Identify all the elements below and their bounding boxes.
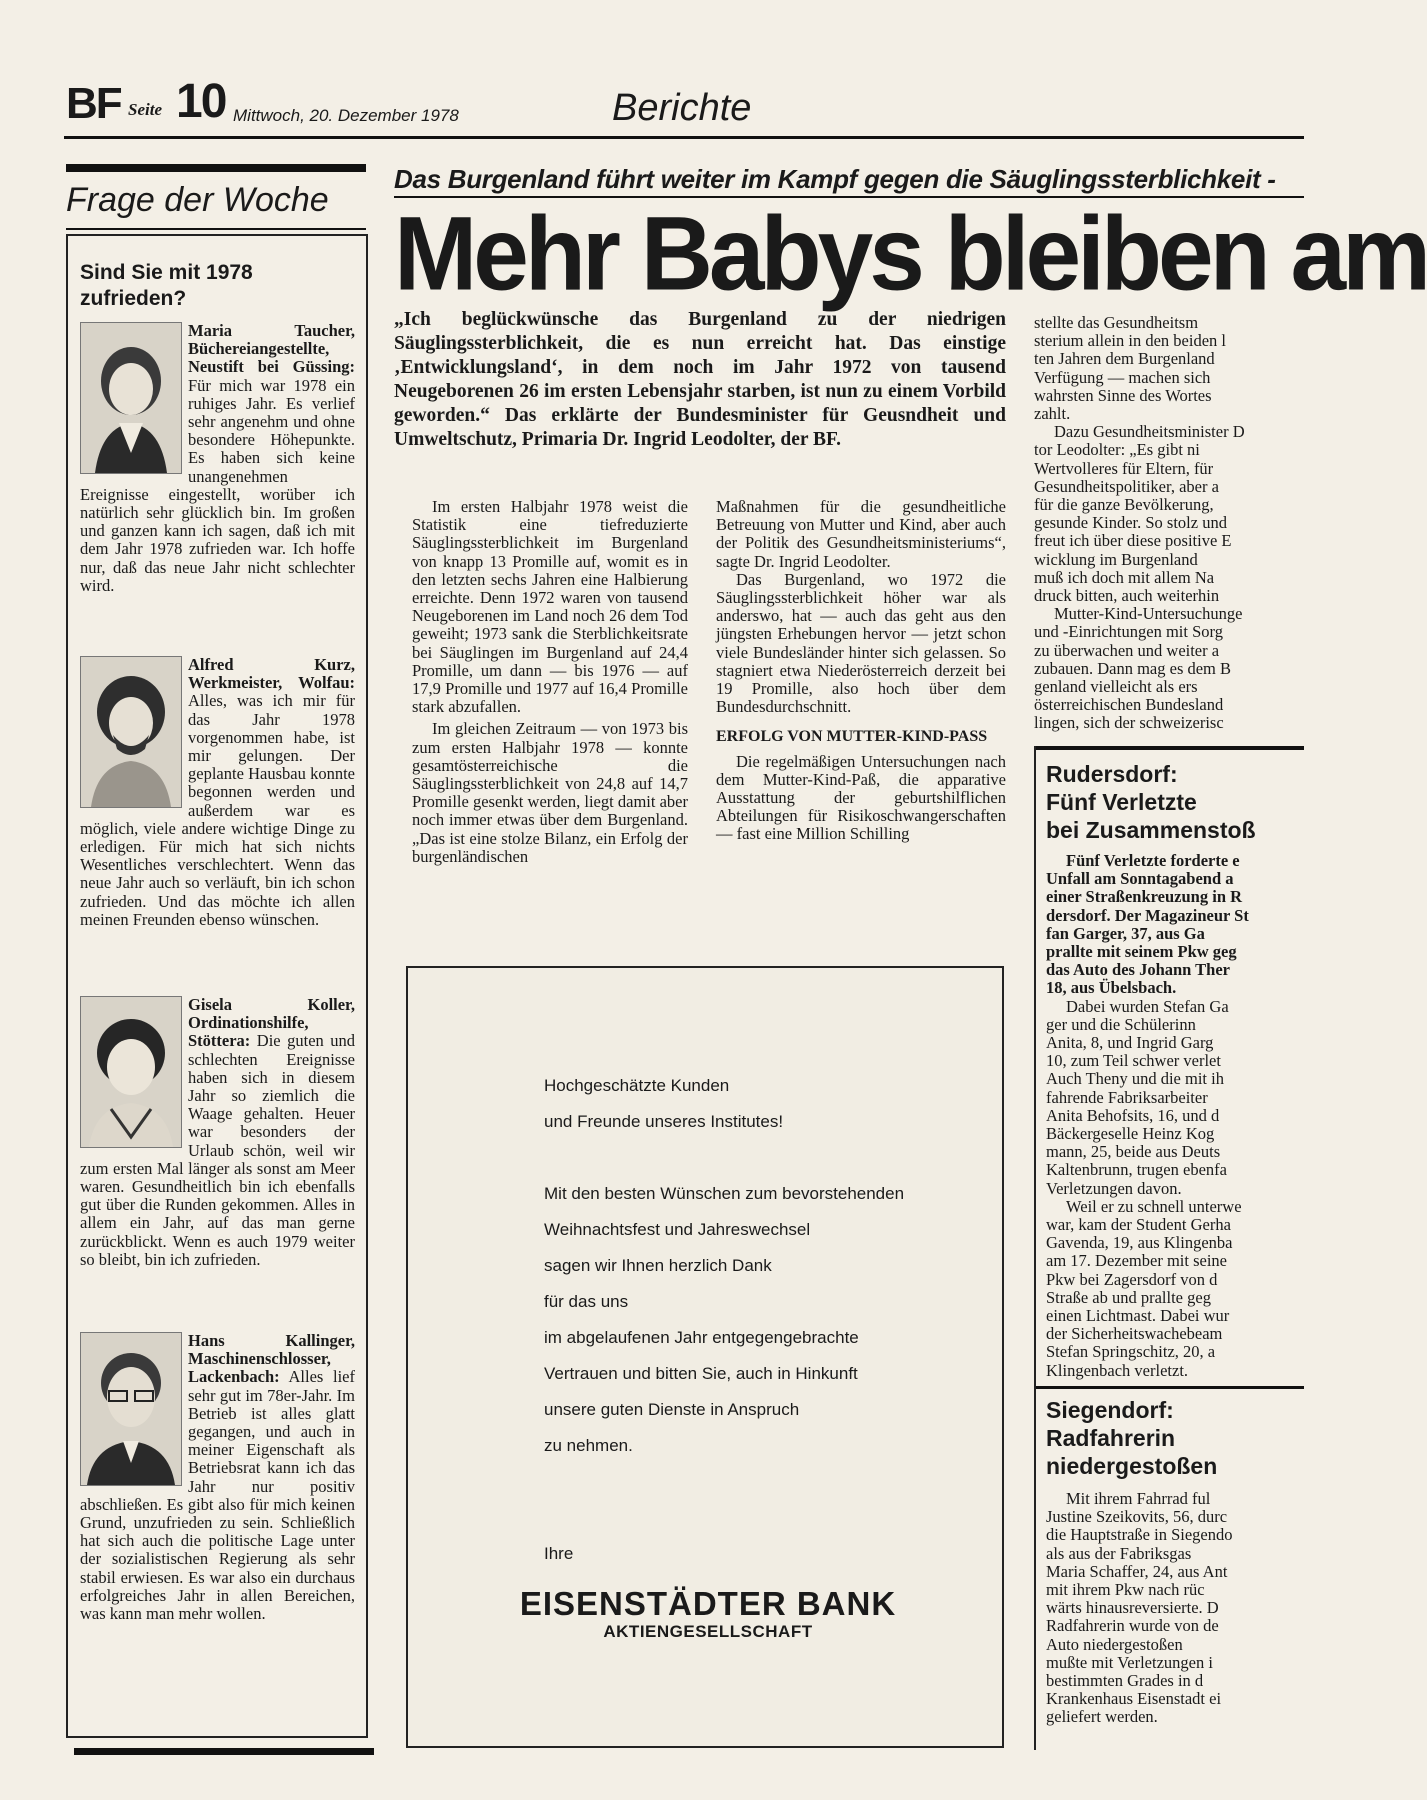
entry-role: Werkmeister, Wolfau: [188,673,355,693]
masthead-date: Mittwoch, 20. Dezember 1978 [233,106,459,125]
news-separator-rule [1036,1386,1304,1389]
article-kicker: Das Burgenland führt weiter im Kampf gegen die Säuglingssterblichkeit - [394,164,1276,194]
news-line: Gavenda, 19, aus Klingenba [1046,1233,1233,1253]
article-col-3 [1034,314,1304,733]
news-headline: Rudersdorf: [1046,761,1178,787]
article-line: muß ich doch mit allem Na [1034,567,1215,587]
news-line: Straße ab und prallte geg [1046,1287,1211,1307]
article-line: Wertvolleres für Eltern, für [1034,458,1214,478]
article-line: lingen, sich der schweizerisc [1034,713,1224,733]
article-line: zu überwachen und weiter a [1034,640,1220,660]
news-line: fan Garger, 37, aus Ga [1046,923,1205,943]
news-line: Maria Schaffer, 24, aus Ant [1046,1561,1228,1581]
entry-text: Für mich war 1978 ein ruhiges Jahr. Es verlief sehr angenehm und ohne besondere Höhepunkte. Es haben sich keine unangenehmen Ereignisse eingestellt, worüber ich natürlich sehr glücklich bin. Im großen und ganzen kann ich sagen, daß ich mit dem Jahr 1978 zufrieden war. Ich hoffe nur, daß das neue Jahr nicht schlechter wird. [80,375,355,595]
entry-role: Ordinationshilfe, Stöttera: [188,1013,309,1051]
news-line: bestimmten Grades in d [1046,1671,1204,1691]
news-siegendorf [1046,1396,1304,1727]
news-line: Kaltenbrunn, trugen ebenfa [1046,1160,1227,1180]
news-line: prallte mit seinem Pkw geg [1046,942,1237,962]
article-paragraph: Das Burgenland, wo 1972 die Säuglingssterblichkeit höher war als anderswo, hat — auch das geht aus den jüngsten Erhebungen hervor — jetzt schon viele Bundesländer hinter sich gelassen. So stagniert etwa Niederösterreich derzeit bei 19 Promille, also hoch über dem Bundesdurchschnitt. [716,569,1006,717]
article-line: Verfügung — machen sich [1034,367,1211,387]
news-line: mann, 25, beide aus Deuts [1046,1142,1221,1162]
article-line: österreichischen Bundesland [1034,695,1224,715]
masthead-seite-label: Seite [128,100,162,119]
entry-name: Gisela Koller, [188,995,355,1014]
sidebar-bottom-rule [74,1748,374,1755]
news-line: Anita Behofsits, 16, und d [1046,1105,1220,1125]
entry-text: Alles, was ich mir für das Jahr 1978 vorgenommen habe, ist mir gelungen. Der geplante Hausbau konnte begonnen werden und außerdem war es möglich, viele andere wichtige Dinge zu erledigen. Für mich hat sich nichts Wesentliches verschlechtert. Wenn das neue Jahr auch so verläuft, bin ich schon zufrieden. Und das möchte ich allen meinen Freunden ebenso wünschen. [80,691,355,929]
masthead-page-number: 10 [176,75,226,128]
news-line: Weil er zu schnell unterwe [1066,1196,1242,1216]
masthead-logo: BF [66,79,121,128]
sidebar-title: Frage der Woche [66,181,329,219]
news-line: als aus der Fabriksgas [1046,1543,1192,1563]
news-line: Justine Szeikovits, 56, durc [1046,1507,1228,1527]
news-line: 10, zum Teil schwer verlet [1046,1051,1221,1071]
ad-line: sagen wir Ihnen herzlich Dank [544,1256,772,1275]
news-headline: Fünf Verletzte [1046,789,1197,815]
ad-line: und Freunde unseres Institutes! [544,1112,784,1131]
article-line: freut ich über diese positive E [1034,531,1232,551]
ad-closing: Ihre [544,1544,574,1563]
news-top-rule [1036,746,1304,750]
article-col-1 [412,498,688,866]
article-paragraph: Im ersten Halbjahr 1978 weist die Statistik eine tiefreduzierte Säuglingssterblichkeit im Burgenland von knapp 13 Promille auf, womit es in den letzten sechs Jahren eine Halbierung erreichte. Denn 1972 waren von tausend Neugeborenen im Land noch 26 dem Tod geweiht; 1973 sank die Sterblichkeitsrate bei Säuglingen im Burgenland auf 24,4 Promille, um dann — bis 1976 — auf 17,9 Promille und 1977 auf 16,4 Promille stark abzufallen. [412,497,688,717]
news-line: Unfall am Sonntagabend a [1046,869,1234,889]
article-line: Dazu Gesundheitsminister D [1054,422,1245,442]
news-headline: bei Zusammenstoß [1046,817,1256,843]
article-line: und -Einrichtungen mit Sorg [1034,622,1223,642]
news-line: fahrende Fabriksarbeiter [1046,1087,1208,1107]
entry-text: Die guten und schlechten Ereignisse haben sich in diesem Jahr so ziemlich die Waage gehalten. Heuer war besonders der Urlaub schön, weil wir zum ersten Mal länger als sonst am Meer waren. Gesundheitlich bin ich ebenfalls gut über die Runden gekommen. Alles in allem ein Jahr, auf das man gerne zurückblickt. Wenn es auch 1979 weiter so bleibt, bin ich zufrieden. [80,1031,355,1269]
sidebar-top-rule [66,164,366,172]
article-line: wicklung im Burgenland [1034,549,1198,569]
news-line: 18, aus Übelsbach. [1046,978,1177,998]
news-line: war, kam der Student Gerha [1046,1215,1231,1235]
news-line: ger und die Schülerinn [1046,1014,1196,1034]
article-line: gesunde Kinder. So stolz und [1034,513,1227,533]
news-line: Fünf Verletzte forderte e [1066,851,1240,870]
article-col-2 [716,498,1006,844]
article-paragraph: Die regelmäßigen Untersuchungen nach dem Mutter-Kind-Paß, die apparative Ausstattung der geburtshilflichen Abteilungen für Risikoschwangerschaften — fast eine Million Schilling [716,751,1006,844]
ad-line: Hochgeschätzte Kunden [544,1076,730,1095]
news-line: Bäckergeselle Heinz Kog [1046,1124,1215,1144]
entry-name: Maria Taucher, [188,321,355,340]
ad-text [544,1068,984,1572]
article-paragraph: Maßnahmen für die gesundheitliche Betreuung von Mutter und Kind, aber auch der Politik des Gesundheitsministeriums“, sagte Dr. Ingrid Leodolter. [716,497,1006,571]
news-line: Auto niedergestoßen [1046,1634,1183,1654]
news-line: Pkw bei Zagersdorf von d [1046,1269,1218,1289]
article-headline: Mehr Babys bleiben am [394,194,1427,313]
news-line: die Hauptstraße in Siegendo [1046,1525,1233,1545]
news-line: Radfahrerin wurde von de [1046,1616,1219,1636]
ad-line: Mit den besten Wünschen zum bevorstehenden [544,1184,905,1203]
news-line: wärts hinausreversierte. D [1046,1598,1219,1618]
masthead-rule [64,136,1304,139]
article-line: stellte das Gesundheitsm [1034,313,1199,332]
news-headline: Siegendorf: [1046,1397,1174,1423]
news-line: geliefert werden. [1046,1707,1158,1727]
news-line: Klingenbach verletzt. [1046,1360,1189,1380]
ad-line: Weihnachtsfest und Jahreswechsel [544,1220,811,1239]
news-line: der Sicherheitswachebeam [1046,1324,1223,1344]
article-line: druck bitten, auch weiterhin [1034,586,1220,606]
news-rudersdorf [1046,760,1304,1380]
sidebar-question: Sind Sie mit 1978 zufrieden? [80,261,253,310]
news-line: Dabei wurden Stefan Ga [1066,996,1229,1016]
article-line: Mutter-Kind-Untersuchunge [1054,604,1243,624]
ad-line: für das uns [544,1292,629,1311]
masthead-section: Berichte [612,87,752,129]
article-paragraph: Im gleichen Zeitraum — von 1973 bis zum ersten Halbjahr 1978 — konnte gesamtösterreichische die Säuglingssterblichkeit von 24,8 auf 14,7 Promille gesenkt werden, liegt damit aber noch immer etwas über dem Burgenland. „Das ist eine stolze Bilanz, ein Erfolg der burgenländischen [412,719,688,866]
article-subhead: ERFOLG VON MUTTER-KIND-PASS [716,728,988,746]
news-line: Mit ihrem Fahrrad ful [1066,1489,1211,1508]
entry-role: Maschinenschlosser, Lackenbach: [188,1349,331,1387]
news-line: Krankenhaus Eisenstadt ei [1046,1689,1222,1709]
entry-name: Alfred Kurz, [188,655,355,674]
news-line: Verletzungen davon. [1046,1178,1182,1198]
entry-maria-taucher [80,322,355,595]
ad-line: im abgelaufenen Jahr entgegengebrachte [544,1328,859,1347]
news-box-left-border [1034,746,1036,1750]
article-line: tor Leodolter: „Es gibt ni [1034,440,1200,460]
article-lead: „Ich beglückwünsche das Burgenland zu der niedrigen Säuglingssterblichkeit, die es nun erreicht hat. Das einstige ‚Entwicklungsland‘, in dem noch im Jahr 1972 von tausend Neugeborenen 26 im ersten Lebensjahr starben, ist nun zu einem Vorbild geworden.“ Das erklärte der Bundesminister für Geusndheit und Umweltschutz, Primaria Dr. Ingrid Leodolter, der BF. [394,309,1006,450]
entry-hans-kallinger [80,1332,355,1623]
news-line: einer Straßenkreuzung in R [1046,887,1243,907]
news-line: dersdorf. Der Magazineur St [1046,905,1249,925]
article-line: zahlt. [1034,404,1071,424]
news-line: das Auto des Johann Ther [1046,960,1231,980]
entry-text: Alles lief sehr gut im 78er-Jahr. Im Betrieb ist alles glatt gegangen, und auch in meiner Eigenschaft als Betriebsrat kann ich das Jahr nur positiv abschließen. Es gibt also für mich keinen Grund, unzufrieden zu sein. Schließlich hat sich auch die politische Lage unter der sozialistischen Regierung als sehr stabil erwiesen. Es war also ein durchaus erfolgreiches Jahr in allen Bereichen, was kann man mehr wollen. [80,1367,355,1624]
ad-line: zu nehmen. [544,1436,633,1455]
entry-name: Hans Kallinger, [188,1331,355,1350]
article-line: sterium allein in den beiden l [1034,331,1226,351]
ad-line [544,1140,984,1176]
article-line: Gesundheitspolitiker, aber a [1034,476,1219,496]
news-line: am 17. Dezember mit seine [1046,1251,1227,1271]
sidebar-title-rule [66,228,366,230]
entry-role: Büchereiangestellte, Neustift bei Güssing: [188,339,355,377]
news-headline: Radfahrerin [1046,1425,1176,1451]
entry-alfred-kurz [80,656,355,929]
entry-gisela-koller [80,996,355,1269]
ad-line: Vertrauen und bitten Sie, auch in Hinkunft [544,1364,858,1383]
news-line: einen Lichtmast. Dabei wur [1046,1306,1230,1326]
ad-bank-subtitle: AKTIENGESELLSCHAFT [603,1622,813,1641]
article-line: zubauen. Dann mag es dem B [1034,658,1232,678]
news-headline: niedergestoßen [1046,1453,1218,1479]
news-line: Stefan Springschitz, 20, a [1046,1342,1216,1362]
article-line: für die ganze Bevölkerung, [1034,495,1214,515]
article-line: ten Jahren dem Burgenland [1034,349,1215,369]
news-line: mußte mit Verletzungen i [1046,1652,1213,1672]
news-line: Anita, 8, und Ingrid Garg [1046,1033,1214,1053]
article-line: wahrsten Sinne des Wortes [1034,385,1212,405]
news-line: Auch Theny und die mit ih [1046,1069,1224,1089]
article-line: genland vielleicht als ers [1034,677,1198,697]
ad-bank-name: EISENSTÄDTER BANK [519,1585,897,1622]
news-line: mit ihrem Pkw nach rüc [1046,1580,1205,1600]
ad-line: unsere guten Dienste in Anspruch [544,1400,800,1419]
